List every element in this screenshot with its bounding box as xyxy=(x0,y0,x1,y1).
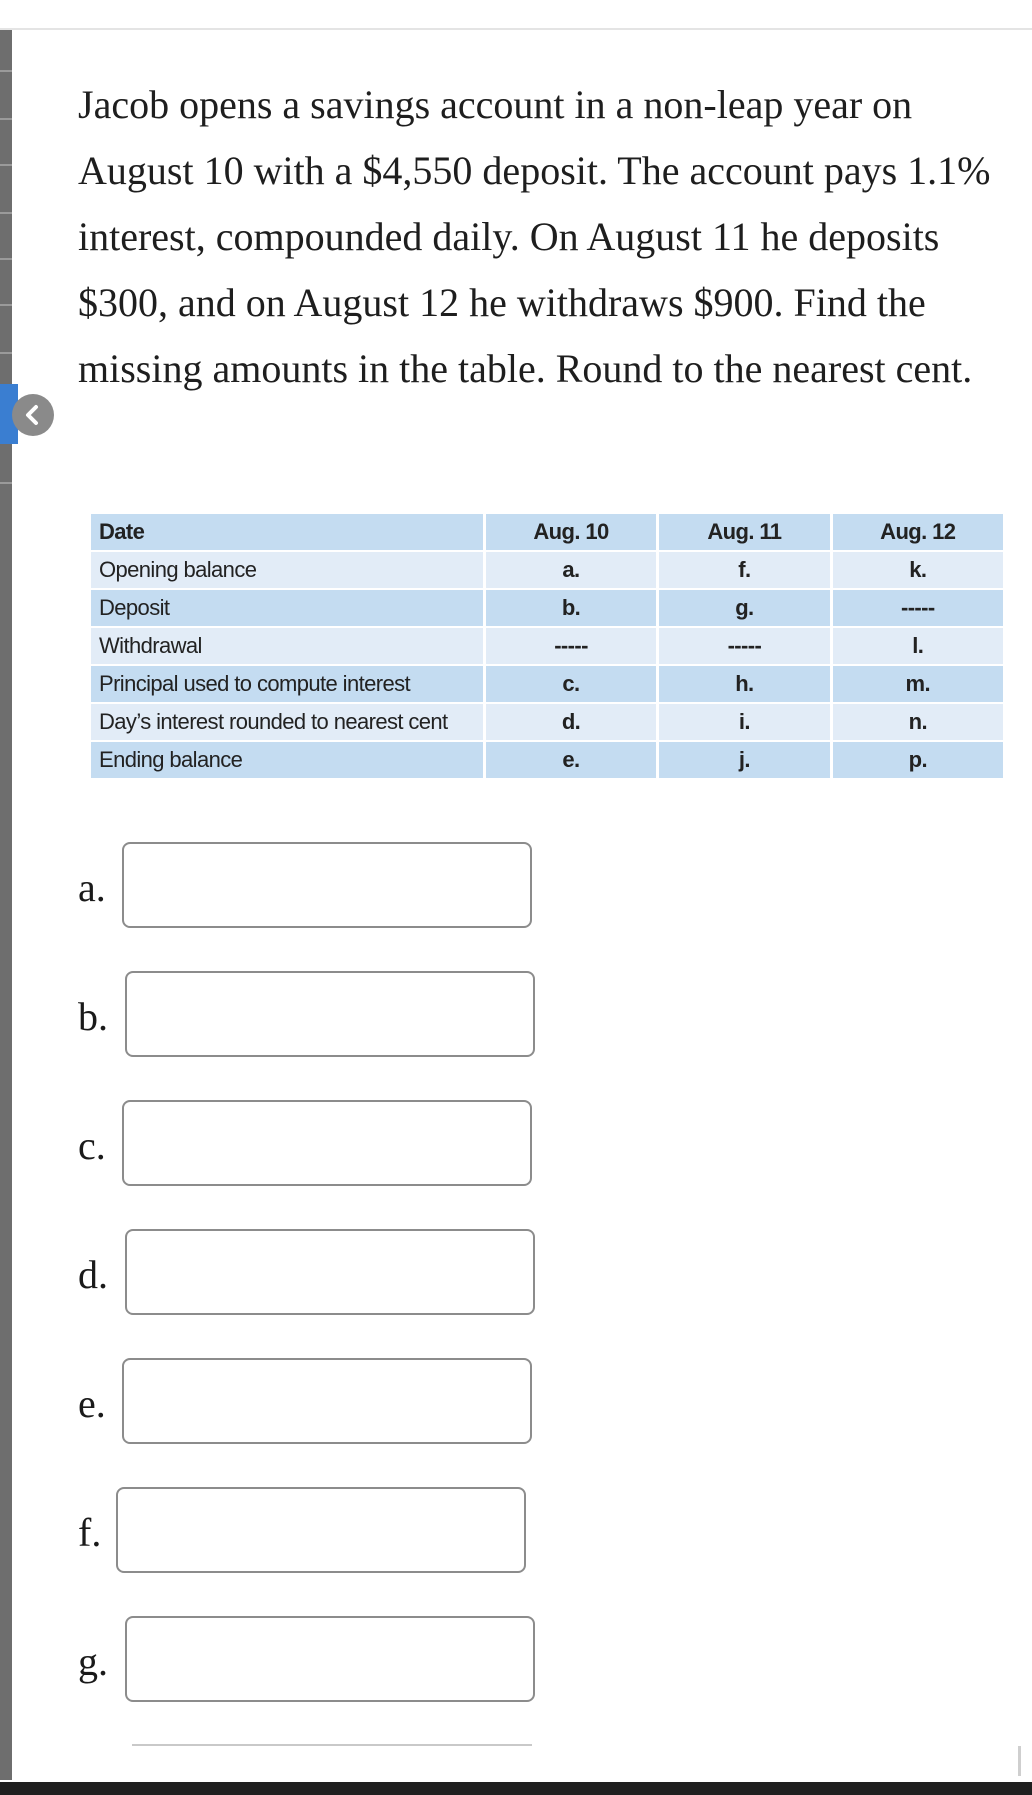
table-header: Aug. 10 xyxy=(486,514,656,550)
table-cell: ----- xyxy=(833,590,1003,626)
table-row xyxy=(91,628,1003,664)
answer-label: f. xyxy=(78,1510,102,1555)
table-cell: j. xyxy=(659,742,829,778)
interest-table xyxy=(88,512,1006,780)
scrollbar[interactable] xyxy=(1018,1746,1021,1776)
answer-input-c[interactable] xyxy=(122,1100,532,1186)
answer-label: a. xyxy=(78,865,106,910)
answer-input-g[interactable] xyxy=(125,1616,535,1702)
question-text: Jacob opens a savings account in a non-leap year on August 10 with a $4,550 deposit. The account pays 1.1% interest, compounded daily. On August 11 he deposits $300, and on August 12 he withdraws $900. Find the missing amounts in the table. Round to the nearest cent. xyxy=(78,82,991,391)
answer-input-a[interactable] xyxy=(122,842,532,928)
answer-input-b[interactable] xyxy=(125,971,535,1057)
table-row xyxy=(91,704,1003,740)
answer-label: d. xyxy=(78,1252,108,1297)
answer-input-e[interactable] xyxy=(122,1358,532,1444)
row-label: Deposit xyxy=(91,590,483,626)
table-header-row xyxy=(91,514,1003,550)
table-cell: f. xyxy=(659,552,829,588)
table-cell: d. xyxy=(486,704,656,740)
table-cell: n. xyxy=(833,704,1003,740)
table-cell: ----- xyxy=(486,628,656,664)
table-row xyxy=(91,552,1003,588)
table-cell: l. xyxy=(833,628,1003,664)
table-cell: m. xyxy=(833,666,1003,702)
table-row xyxy=(91,590,1003,626)
answer-input-f[interactable] xyxy=(116,1487,526,1573)
row-label: Principal used to compute interest xyxy=(91,666,483,702)
table-row xyxy=(91,666,1003,702)
table-row xyxy=(91,742,1003,778)
table-cell: ----- xyxy=(659,628,829,664)
row-label: Opening balance xyxy=(91,552,483,588)
table-header: Date xyxy=(91,514,483,550)
answer-label: b. xyxy=(78,994,108,1039)
table-cell: p. xyxy=(833,742,1003,778)
answer-label: c. xyxy=(78,1123,106,1168)
table-cell: c. xyxy=(486,666,656,702)
table-cell: b. xyxy=(486,590,656,626)
bottom-bar xyxy=(0,1782,1032,1795)
top-divider xyxy=(0,28,1032,30)
table-cell: h. xyxy=(659,666,829,702)
row-label: Day’s interest rounded to nearest cent xyxy=(91,704,483,740)
table-cell: e. xyxy=(486,742,656,778)
table-cell: i. xyxy=(659,704,829,740)
answer-label: g. xyxy=(78,1639,108,1684)
chevron-left-icon xyxy=(12,394,54,436)
answer-input-d[interactable] xyxy=(125,1229,535,1315)
next-input-edge xyxy=(132,1744,532,1746)
table-header: Aug. 11 xyxy=(659,514,829,550)
table-cell: g. xyxy=(659,590,829,626)
back-button[interactable] xyxy=(0,384,54,444)
row-label: Ending balance xyxy=(91,742,483,778)
table-cell: k. xyxy=(833,552,1003,588)
row-label: Withdrawal xyxy=(91,628,483,664)
table-header: Aug. 12 xyxy=(833,514,1003,550)
table-cell: a. xyxy=(486,552,656,588)
answer-label: e. xyxy=(78,1381,106,1426)
